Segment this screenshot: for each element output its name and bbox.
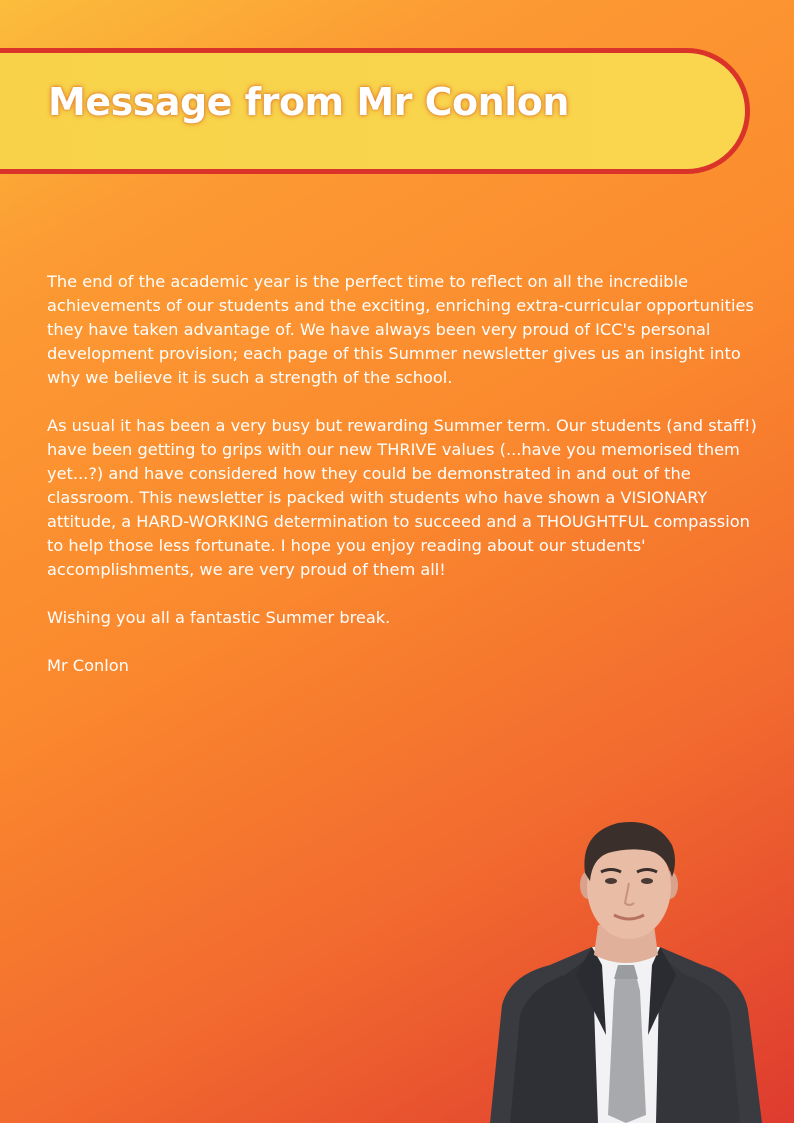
- letter-body: [47, 270, 757, 702]
- page-title: Message from Mr Conlon: [48, 80, 569, 124]
- letter-paragraph-1: The end of the academic year is the perfect time to reflect on all the incredible achievements of our students and the exciting, enriching extra-curricular opportunities they have taken advantage of. We have always been very proud of ICC's personal development provision; each page of this Summer newsletter gives us an insight into why we believe it is such a strength of the school.: [47, 272, 754, 387]
- headteacher-portrait: [480, 815, 770, 1123]
- letter-signature: Mr Conlon: [47, 656, 129, 675]
- letter-closing: Wishing you all a fantastic Summer break.: [47, 608, 391, 627]
- letter-paragraph-2: As usual it has been a very busy but rewarding Summer term. Our students (and staff!) have been getting to grips with our new THRIVE values (...have you memorised them yet...?) and have considered how they could be demonstrated in and out of the classroom. This newsletter is packed with students who have shown a VISIONARY attitude, a HARD-WORKING determination to succeed and a THOUGHTFUL compassion to help those less fortunate. I hope you enjoy reading about our students' accomplishments, we are very proud of them all!: [47, 416, 757, 579]
